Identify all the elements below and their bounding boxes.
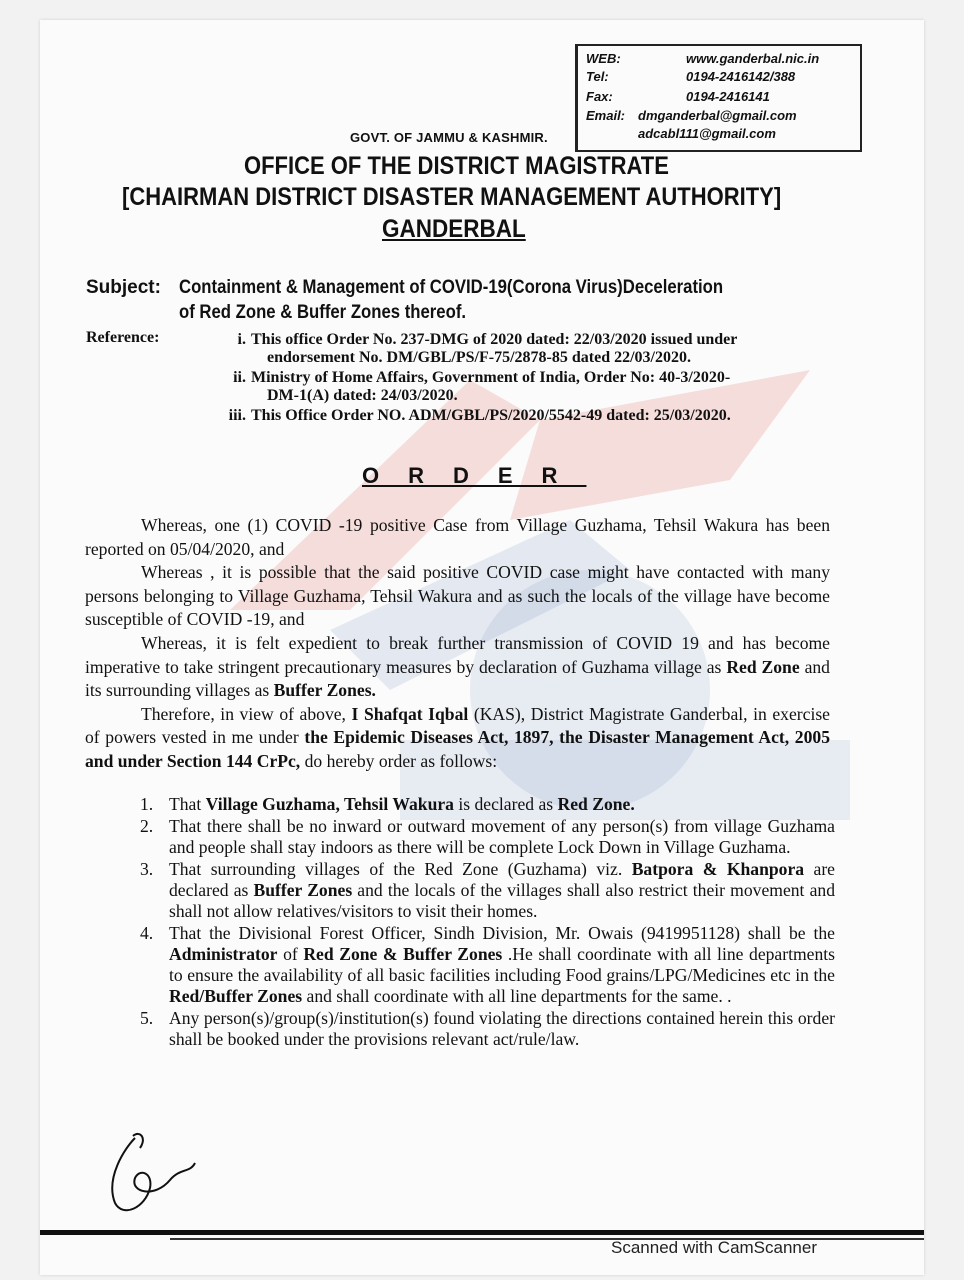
reference-label: Reference:	[86, 329, 160, 346]
website: www.ganderbal.nic.in	[686, 51, 820, 66]
reference-item-cont: DM-1(A) dated: 24/03/2020.	[267, 387, 458, 404]
email-secondary: adcabl111@gmail.com	[638, 126, 776, 141]
reference-item: i. This office Order No. 237-DMG of 2020 dated: 22/03/2020 issued under	[237, 331, 738, 348]
reference-item-cont: endorsement No. DM/GBL/PS/F-75/2878-85 dated 22/03/2020.	[267, 349, 691, 366]
paragraph: Whereas , it is possible that the said positive COVID case might have contacted with many persons belonging to Village Guzhama, Tehsil Wakura and as such the locals of the village have become susceptible of COVID -19, and	[85, 562, 830, 630]
subject-line-2: of Red Zone & Buffer Zones thereof.	[179, 302, 467, 323]
contact-info-box	[575, 44, 862, 152]
signature	[95, 1118, 215, 1228]
email-primary: dmganderbal@gmail.com	[638, 108, 797, 123]
web-label: WEB:	[586, 51, 621, 66]
document-page	[40, 20, 924, 1275]
govt-heading: GOVT. OF JAMMU & KASHMIR.	[350, 130, 548, 145]
fax-label: Fax:	[586, 89, 613, 104]
telephone: 0194-2416142/388	[686, 69, 796, 84]
direction-item: 2. That there shall be no inward or outward movement of any person(s) from village Guzhama and people shall stay indoors as there will be complete Lock Down in Village Guzhama.	[140, 816, 835, 857]
district-heading: GANDERBAL	[382, 215, 526, 243]
order-directions	[85, 794, 835, 1051]
direction-item: 5. Any person(s)/group(s)/institution(s) found violating the directions contained herein this order shall be booked under the provisions relevant act/rule/law.	[140, 1008, 835, 1049]
paragraph: Whereas, it is felt expedient to break further transmission of COVID 19 and has become imperative to take stringent precautionary measures by declaration of Guzhama village as Red Zone and its surrounding villages as Buffer Zones.	[85, 632, 830, 701]
subject-label: Subject:	[86, 277, 161, 298]
office-heading: OFFICE OF THE DISTRICT MAGISTRATE	[244, 152, 669, 180]
fax-number: 0194-2416141	[686, 89, 770, 104]
reference-item: iii. This Office Order NO. ADM/GBL/PS/2020/5542-49 dated: 25/03/2020.	[228, 407, 731, 424]
paragraph: Therefore, in view of above, I Shafqat Iqbal (KAS), District Magistrate Ganderbal, in exercise of powers vested in me under the Epidemic Diseases Act, 1897, the Disaster Management Act, 2005 and under Section 144 CrPc, do hereby order as follows:	[85, 703, 830, 771]
tel-label: Tel:	[586, 69, 609, 84]
camscanner-label: Scanned with CamScanner	[611, 1238, 818, 1257]
email-label: Email:	[586, 108, 626, 123]
footer-rule	[40, 1230, 924, 1235]
order-title: ORDER	[362, 463, 587, 488]
authority-heading: [CHAIRMAN DISTRICT DISASTER MANAGEMENT AUTHORITY]	[122, 183, 782, 211]
direction-item: 1. That Village Guzhama, Tehsil Wakura is declared as Red Zone.	[140, 794, 635, 814]
reference-item: ii. Ministry of Home Affairs, Government of India, Order No: 40-3/2020-	[233, 369, 731, 386]
paragraph: Whereas, one (1) COVID -19 positive Case from Village Guzhama, Tehsil Wakura has been reported on 05/04/2020, and	[85, 515, 830, 559]
direction-item: 4. That the Divisional Forest Officer, Sindh Division, Mr. Owais (9419951128) shall be the Administrator of Red Zone & Buffer Zones .He shall coordinate with all line departments to ensure the availability of all basic facilities including Food grains/LPG/Medicines etc in the Red/Buffer Zones and shall coordinate with all line departments for the same. .	[140, 923, 836, 1006]
direction-item: 3. That surrounding villages of the Red Zone (Guzhama) viz. Batpora & Khanpora are declared as Buffer Zones and the locals of the villages shall also restrict their movement and shall not allow relatives/visitors to visit their homes.	[140, 859, 835, 921]
order-body	[85, 514, 830, 774]
subject-line-1: Containment & Management of COVID-19(Corona Virus)Deceleration	[179, 277, 724, 298]
